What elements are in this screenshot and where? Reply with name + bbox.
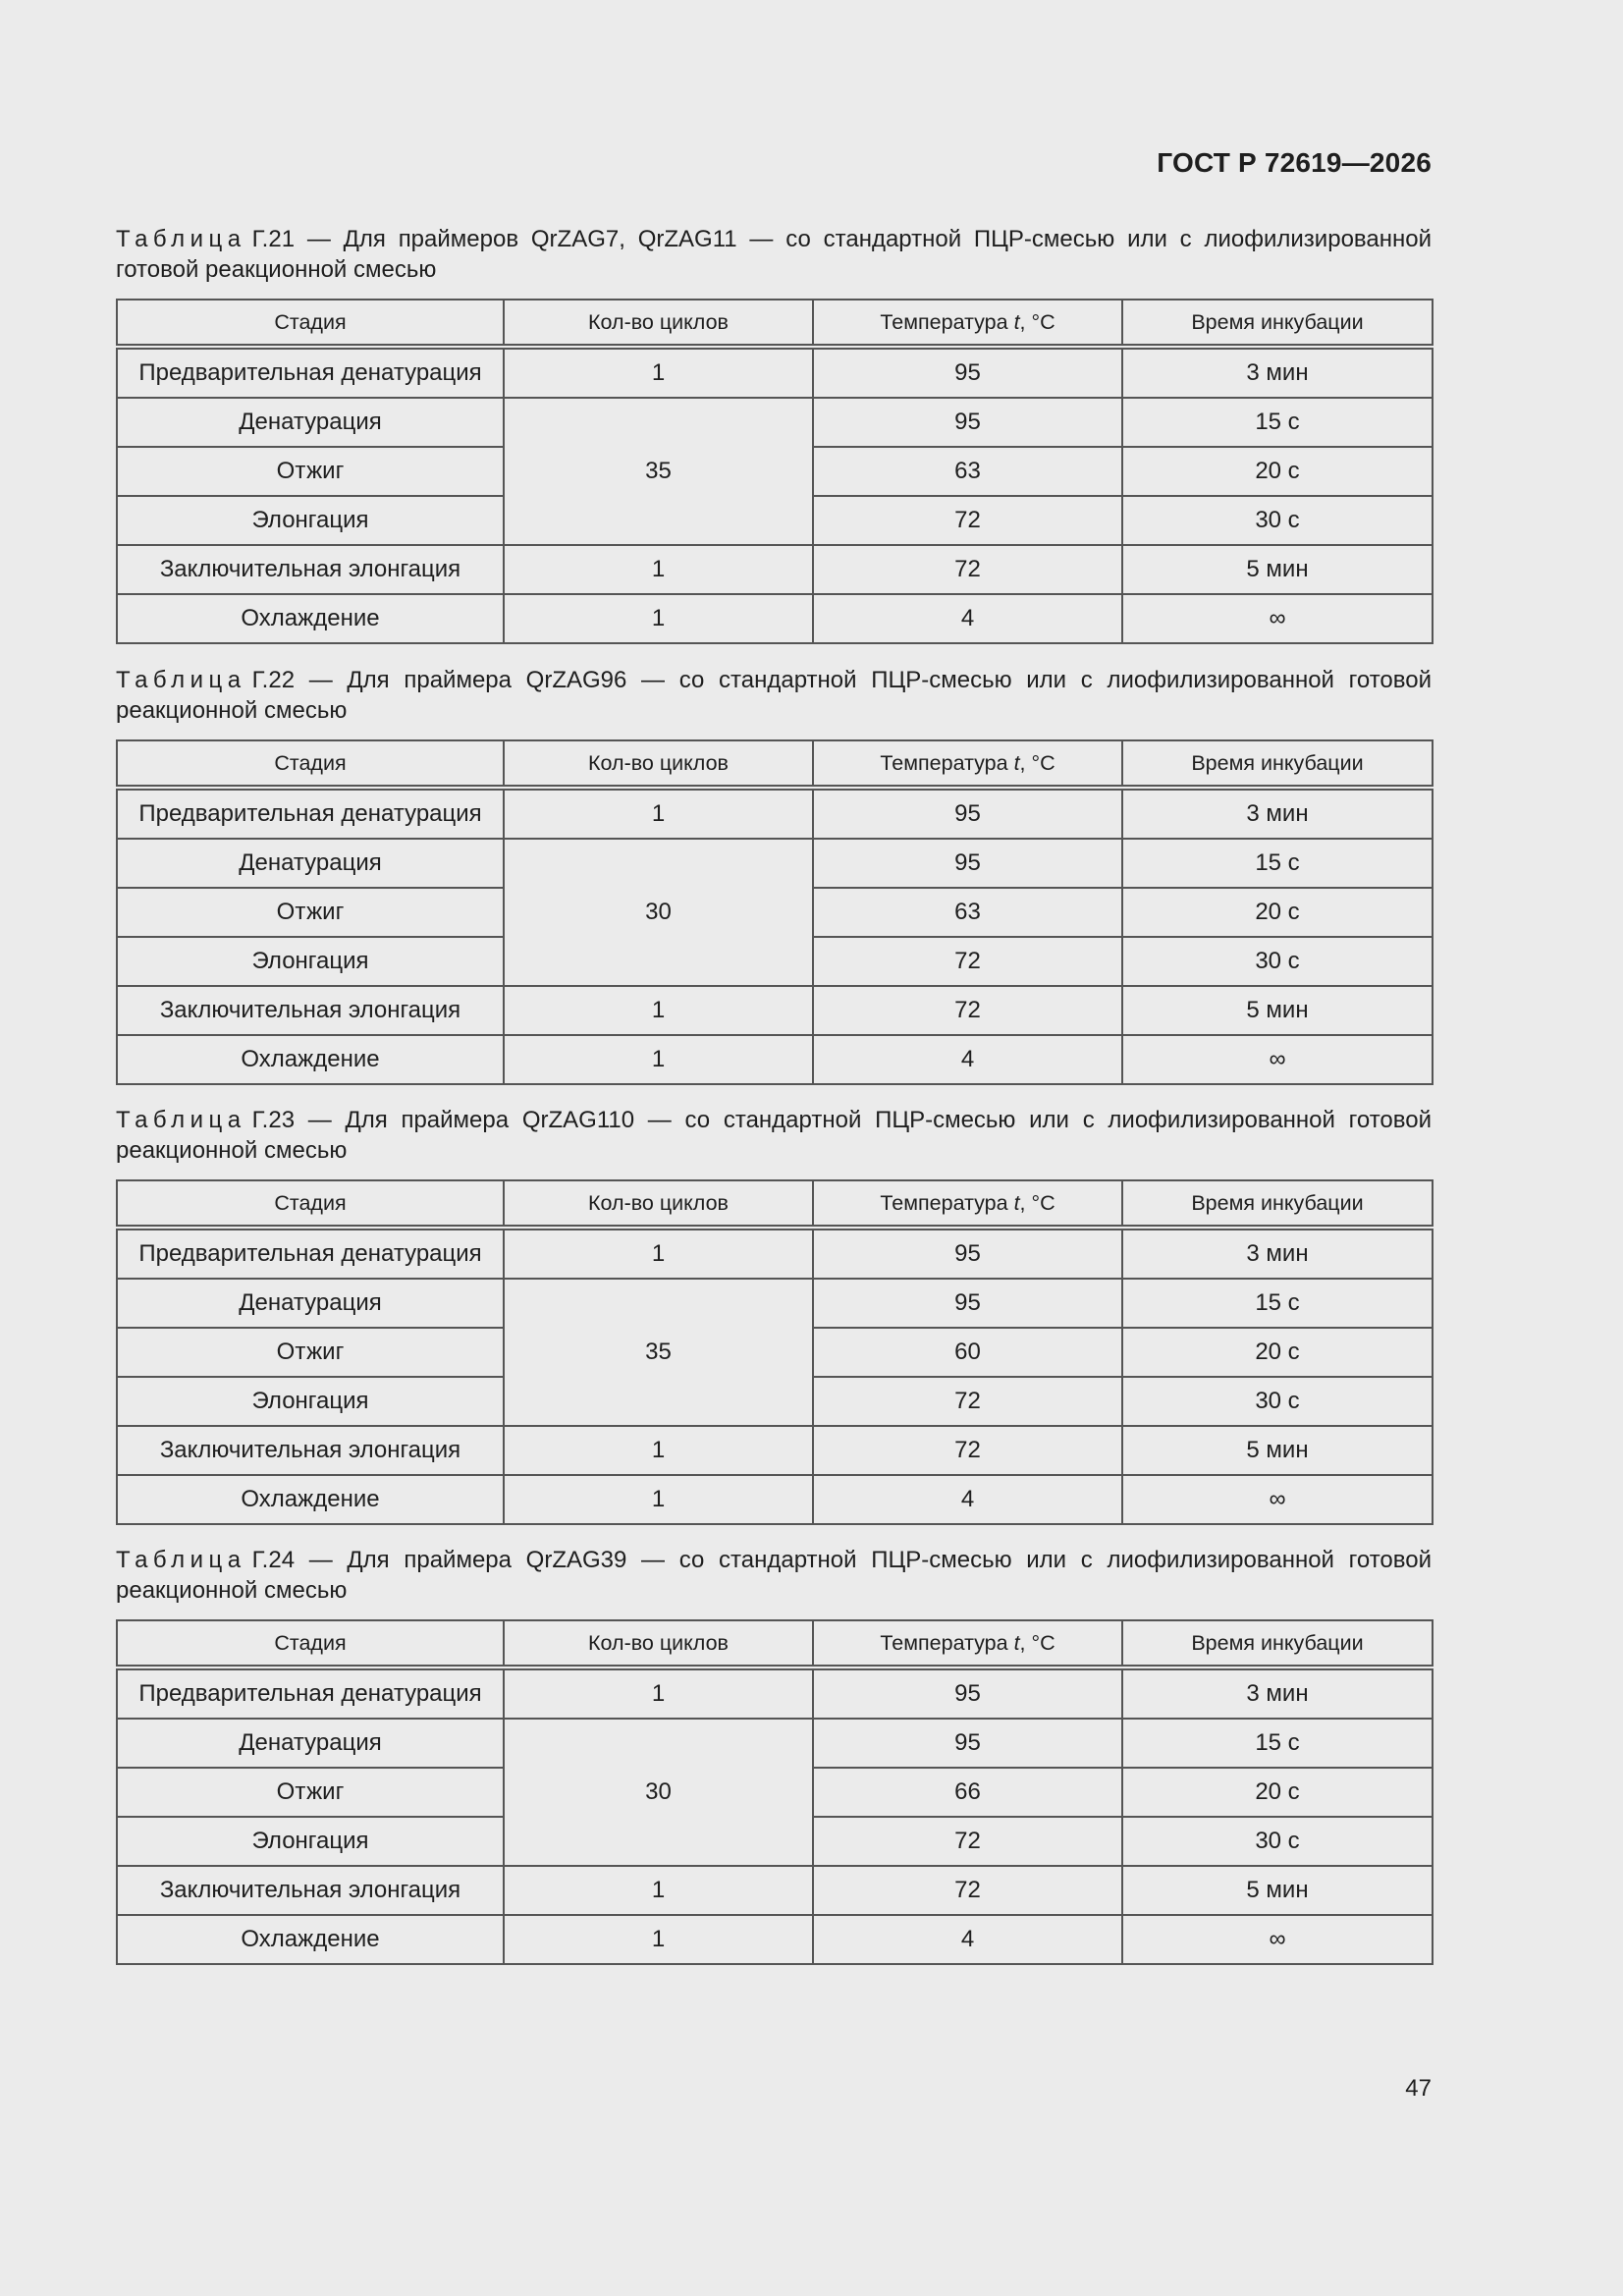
cycles-cell: 1 [504,347,813,398]
pcr-program-table [116,1179,1434,1525]
temperature-cell: 60 [813,1328,1122,1377]
stage-cell: Элонгация [117,496,504,545]
table-row [117,545,1433,594]
time-cell: ∞ [1122,594,1433,643]
table-caption [116,1545,1432,1606]
temperature-symbol: t [1013,1190,1020,1215]
column-header-stage: Стадия [117,740,504,788]
stage-cell: Денатурация [117,1719,504,1768]
temperature-unit: , °С [1019,309,1055,334]
temperature-symbol: t [1013,1630,1020,1655]
temperature-cell: 95 [813,788,1122,839]
cycles-cell-merged: 35 [504,1279,813,1426]
temperature-cell: 4 [813,594,1122,643]
table-row [117,1228,1433,1279]
table-header-row [117,1620,1433,1667]
cycles-cell-merged: 30 [504,839,813,986]
stage-cell: Элонгация [117,1377,504,1426]
time-cell: 15 с [1122,398,1433,447]
temperature-cell: 95 [813,398,1122,447]
column-header-temperature [813,300,1122,347]
stage-cell: Заключительная элонгация [117,986,504,1035]
table-row [117,839,1433,888]
cycles-cell: 1 [504,788,813,839]
temperature-unit: , °С [1019,1630,1055,1655]
table-row [117,1279,1433,1328]
time-cell: ∞ [1122,1475,1433,1524]
stage-cell: Денатурация [117,398,504,447]
table-row [117,398,1433,447]
column-header-temperature [813,1180,1122,1228]
page-number: 47 [1405,2075,1432,2102]
temperature-cell: 66 [813,1768,1122,1817]
table-caption-text: Г.23 — Для праймера QrZAG110 — со стандартной ПЦР-смесью или с лиофилизированной готовой реакционной смесью [116,1107,1432,1164]
stage-cell: Охлаждение [117,1035,504,1084]
temperature-cell: 4 [813,1035,1122,1084]
temperature-cell: 95 [813,1279,1122,1328]
time-cell: 20 с [1122,1768,1433,1817]
temperature-cell: 95 [813,839,1122,888]
temperature-cell: 72 [813,986,1122,1035]
table-label: Таблица [116,1547,246,1573]
table-header-row [117,1180,1433,1228]
table-caption-text: Г.21 — Для праймеров QrZAG7, QrZAG11 — со стандартной ПЦР-смесью или с лиофилизированной готовой реакционной смесью [116,226,1432,283]
time-cell: 20 с [1122,1328,1433,1377]
pcr-program-table [116,739,1434,1085]
table-row [117,1915,1433,1964]
table-section-g24 [116,1545,1432,1965]
temperature-cell: 72 [813,1817,1122,1866]
stage-cell: Предварительная денатурация [117,788,504,839]
temperature-unit: , °С [1019,750,1055,775]
time-cell: 30 с [1122,1817,1433,1866]
time-cell: 20 с [1122,447,1433,496]
time-cell: 3 мин [1122,1667,1433,1719]
column-header-stage: Стадия [117,1620,504,1667]
cycles-cell: 1 [504,986,813,1035]
time-cell: 5 мин [1122,1426,1433,1475]
table-row [117,594,1433,643]
stage-cell: Элонгация [117,937,504,986]
column-header-time: Время инкубации [1122,1620,1433,1667]
stage-cell: Отжиг [117,1768,504,1817]
time-cell: ∞ [1122,1915,1433,1964]
stage-cell: Отжиг [117,1328,504,1377]
cycles-cell: 1 [504,1915,813,1964]
temperature-cell: 72 [813,545,1122,594]
table-row [117,788,1433,839]
table-header-row [117,740,1433,788]
temperature-cell: 63 [813,447,1122,496]
temperature-cell: 72 [813,937,1122,986]
stage-cell: Элонгация [117,1817,504,1866]
column-header-cycles: Кол-во циклов [504,740,813,788]
document-code: ГОСТ Р 72619—2026 [1157,147,1432,178]
time-cell: 15 с [1122,1719,1433,1768]
table-section-g21 [116,224,1432,644]
time-cell: 30 с [1122,496,1433,545]
table-row [117,986,1433,1035]
time-cell: ∞ [1122,1035,1433,1084]
time-cell: 20 с [1122,888,1433,937]
temperature-cell: 72 [813,1377,1122,1426]
cycles-cell: 1 [504,1866,813,1915]
table-header-row [117,300,1433,347]
temperature-cell: 72 [813,1426,1122,1475]
column-header-time: Время инкубации [1122,1180,1433,1228]
pcr-program-table [116,1619,1434,1965]
table-row [117,1426,1433,1475]
time-cell: 3 мин [1122,788,1433,839]
table-row [117,1035,1433,1084]
cycles-cell: 1 [504,1035,813,1084]
table-row [117,1475,1433,1524]
stage-cell: Заключительная элонгация [117,1426,504,1475]
time-cell: 30 с [1122,937,1433,986]
temperature-cell: 4 [813,1475,1122,1524]
time-cell: 5 мин [1122,986,1433,1035]
time-cell: 3 мин [1122,347,1433,398]
column-header-temperature [813,1620,1122,1667]
temperature-cell: 95 [813,1667,1122,1719]
stage-cell: Заключительная элонгация [117,545,504,594]
cycles-cell: 1 [504,1475,813,1524]
time-cell: 15 с [1122,1279,1433,1328]
time-cell: 5 мин [1122,545,1433,594]
temperature-cell: 95 [813,1228,1122,1279]
temperature-label: Температура [880,1190,1014,1215]
stage-cell: Охлаждение [117,594,504,643]
stage-cell: Предварительная денатурация [117,347,504,398]
time-cell: 5 мин [1122,1866,1433,1915]
stage-cell: Денатурация [117,839,504,888]
column-header-stage: Стадия [117,300,504,347]
temperature-cell: 95 [813,347,1122,398]
temperature-cell: 72 [813,496,1122,545]
temperature-symbol: t [1013,750,1020,775]
column-header-time: Время инкубации [1122,300,1433,347]
time-cell: 3 мин [1122,1228,1433,1279]
column-header-cycles: Кол-во циклов [504,1620,813,1667]
column-header-cycles: Кол-во циклов [504,1180,813,1228]
temperature-label: Температура [880,750,1014,775]
table-label: Таблица [116,226,246,252]
column-header-stage: Стадия [117,1180,504,1228]
column-header-temperature [813,740,1122,788]
temperature-cell: 95 [813,1719,1122,1768]
column-header-cycles: Кол-во циклов [504,300,813,347]
stage-cell: Предварительная денатурация [117,1667,504,1719]
table-label: Таблица [116,667,246,693]
cycles-cell: 1 [504,545,813,594]
table-row [117,1719,1433,1768]
temperature-cell: 63 [813,888,1122,937]
table-caption [116,665,1432,726]
temperature-cell: 4 [813,1915,1122,1964]
temperature-unit: , °С [1019,1190,1055,1215]
cycles-cell: 1 [504,1426,813,1475]
table-section-g23 [116,1105,1432,1525]
temperature-label: Температура [880,1630,1014,1655]
cycles-cell: 1 [504,1667,813,1719]
stage-cell: Отжиг [117,447,504,496]
temperature-symbol: t [1013,309,1020,334]
table-caption-text: Г.24 — Для праймера QrZAG39 — со стандартной ПЦР-смесью или с лиофилизированной готовой реакционной смесью [116,1547,1432,1604]
table-caption-text: Г.22 — Для праймера QrZAG96 — со стандартной ПЦР-смесью или с лиофилизированной готовой реакционной смесью [116,667,1432,724]
stage-cell: Предварительная денатурация [117,1228,504,1279]
stage-cell: Денатурация [117,1279,504,1328]
table-section-g22 [116,665,1432,1085]
table-row [117,1866,1433,1915]
time-cell: 15 с [1122,839,1433,888]
cycles-cell-merged: 30 [504,1719,813,1866]
table-row [117,347,1433,398]
temperature-cell: 72 [813,1866,1122,1915]
table-row [117,1667,1433,1719]
stage-cell: Охлаждение [117,1475,504,1524]
table-caption [116,224,1432,285]
stage-cell: Заключительная элонгация [117,1866,504,1915]
table-caption [116,1105,1432,1166]
column-header-time: Время инкубации [1122,740,1433,788]
time-cell: 30 с [1122,1377,1433,1426]
table-label: Таблица [116,1107,246,1133]
cycles-cell: 1 [504,1228,813,1279]
cycles-cell: 1 [504,594,813,643]
pcr-program-table [116,299,1434,644]
cycles-cell-merged: 35 [504,398,813,545]
stage-cell: Отжиг [117,888,504,937]
stage-cell: Охлаждение [117,1915,504,1964]
temperature-label: Температура [880,309,1014,334]
